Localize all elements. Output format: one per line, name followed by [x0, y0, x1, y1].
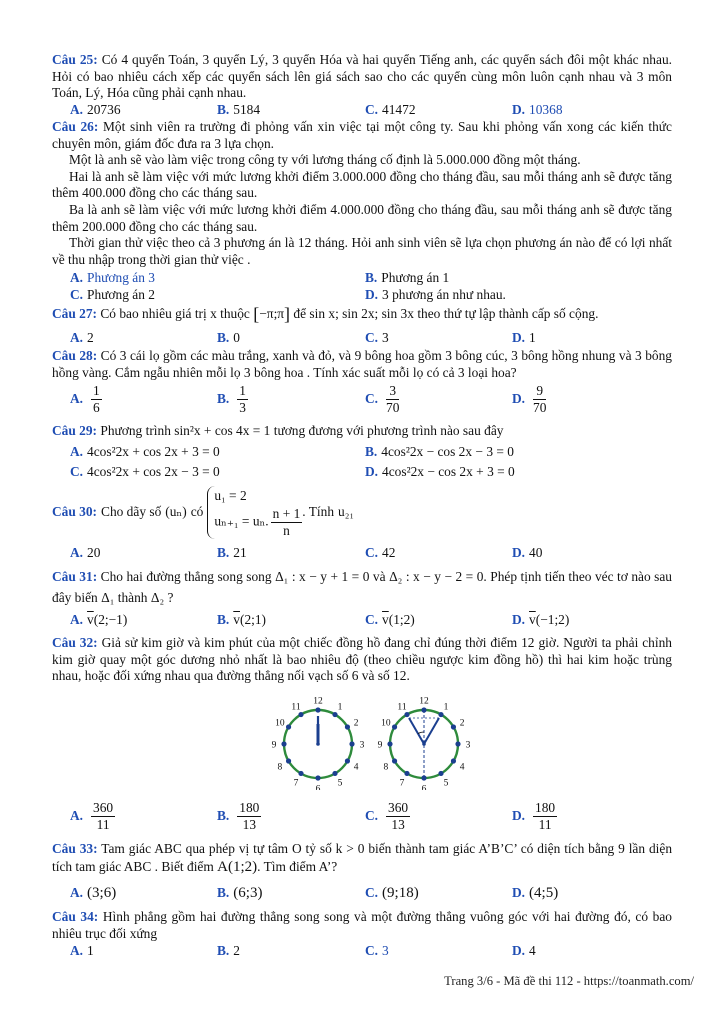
clock-tick-dot [451, 724, 456, 729]
equation: sin²x + cos 4x = 1 [174, 423, 271, 438]
clock-center [316, 742, 320, 746]
clock-tick-dot [451, 758, 456, 763]
page-footer: Trang 3/6 - Mã đề thi 112 - https://toanmath.com/ [444, 974, 694, 988]
clock-tick-dot [298, 712, 303, 717]
clock-tick-dot [315, 707, 320, 712]
option-d[interactable]: D. 1 [512, 330, 536, 345]
clock-tick-dot [438, 712, 443, 717]
clock-number: 10 [381, 718, 391, 729]
clock-number: 3 [359, 740, 365, 751]
q26-options-row1 [70, 270, 670, 287]
question-label: Câu 26: [52, 119, 99, 134]
sequence-name: (uₙ) [165, 503, 187, 519]
option-c[interactable]: C. 42 [365, 545, 396, 560]
question-text: Có 3 cái lọ gồm các màu trắng, xanh và đỏ, và 9 bông hoa gồm 3 bông cúc, 3 bông hồng nhung và 3 bông hồng vàng. Cắm ngẫu nhiên mỗi lọ 3 bông hoa . Tính xác suất mỗi lọ có cả 3 loại hoa? [52, 348, 672, 380]
clock-tick-dot [455, 741, 460, 746]
option-d[interactable]: D. 40 [512, 545, 543, 560]
q31-options [70, 612, 670, 629]
question-text: Một sinh viên ra trường đi phỏng vấn xin việc tại một công ty. Sau khi phỏng vấn xong các kiến thức chuyên môn, giám đốc đưa ra 3 lựa chọn. [52, 119, 672, 151]
clock-number: 4 [459, 762, 465, 773]
clock-tick-dot [438, 771, 443, 776]
q27-options [70, 330, 670, 347]
clock-tick-dot [387, 741, 392, 746]
option-d[interactable]: D. $\frac{9}{70}$ [512, 383, 547, 415]
q30-options [70, 545, 670, 562]
question-34 [52, 909, 672, 942]
recurrence-system: u₁ = 2 uₙ₊₁ = uₙ. $\frac{n + 1}{n}$ [207, 486, 302, 539]
clock-number: 9 [377, 740, 383, 751]
question-label: Câu 30: [52, 503, 98, 519]
clock-number: 2 [459, 718, 465, 729]
paragraph-4: Thời gian thử việc theo cả 3 phương án là 12 tháng. Hỏi anh sinh viên sẽ lựa chọn phương án nào để có lợi nhất về thu nhập trong thời gian thử việc . [52, 235, 672, 267]
clock-number: 9 [271, 740, 277, 751]
option-b[interactable]: B. $\frac{1}{3}$ [217, 383, 246, 415]
question-31: Câu 31: Cho hai đường thẳng song song Δ₁ : x − y + 1 = 0 và Δ₂ : x − y − 2 = 0. Phép tịnh tiến theo véc tơ nào sau đây biến Δ₁ thành Δ₂ ? [52, 569, 672, 605]
clock-tick-dot [332, 771, 337, 776]
target-term: u₂₁ [338, 503, 355, 519]
question-33: Câu 33: Tam giác ABC qua phép vị tự tâm O tỷ số k > 0 biến thành tam giác A’B’C’ có diện tích bằng 9 lần diện tích tam giác ABC . Biết điểm A(1;2). Tìm điểm A’? [52, 841, 673, 875]
question-label: Câu 31: [52, 569, 98, 584]
question-text: Hình phẳng gồm hai đường thẳng song song và một đường thẳng vuông góc với hai đường đó, có bao nhiêu trục đối xứng [52, 909, 672, 941]
question-label: Câu 33: [52, 841, 98, 856]
question-29: Câu 29: Phương trình sin²x + cos 4x = 1 tương đương với phương trình nào sau đây [52, 423, 504, 438]
clock-number: 5 [443, 778, 449, 789]
q29-options-row2 [70, 464, 670, 481]
question-32 [52, 635, 672, 685]
option-c[interactable]: C. 3 [365, 330, 389, 345]
option-c[interactable]: C. 4cos²2x + cos 2x − 3 = 0 [70, 464, 220, 479]
option-b[interactable]: B. 21 [217, 545, 247, 560]
option-a[interactable]: A. Phương án 3 [70, 270, 155, 285]
option-c[interactable]: C. 41472 [365, 102, 416, 117]
clock-number: 12 [313, 696, 323, 707]
sequence-expression: sin x; sin 2x; sin 3x [309, 306, 414, 321]
clock-number: 8 [277, 762, 283, 773]
clock-tick-dot [392, 724, 397, 729]
option-d[interactable]: D. 4 [512, 943, 536, 958]
question-label: Câu 25: [52, 52, 98, 67]
clock-right [374, 690, 474, 794]
option-c[interactable]: C. (9;18) [365, 885, 419, 901]
line-delta-1: Δ₁ : x − y + 1 = 0 [275, 569, 370, 584]
question-label: Câu 28: [52, 348, 98, 363]
option-a[interactable]: A. 1 [70, 943, 94, 958]
interval: [−π;π] [253, 304, 291, 324]
question-text: Giả sử kim giờ và kim phút của một chiếc đồng hồ đang chỉ đúng thời điểm 12 giờ. Người ta phải chỉnh kim giờ quay một góc dương nhỏ nhất là bao nhiêu độ (theo chiều ngược kim đồng hồ) thì hai kim hoặc trùng nhau, hoặc đối xứng nhau qua đường thẳng nối vạch số 6 và số 12. [52, 635, 672, 684]
clock-tick-dot [404, 712, 409, 717]
clock-number: 5 [337, 778, 343, 789]
clock-tick-dot [349, 741, 354, 746]
clock-tick-dot [345, 724, 350, 729]
clock-number: 11 [397, 702, 407, 713]
question-label: Câu 32: [52, 635, 98, 650]
clock-number: 1 [337, 702, 343, 713]
option-c[interactable]: C. $\overline{v}(1;2)$ [365, 612, 415, 627]
question-25 [52, 52, 672, 102]
question-30: Câu 30: Cho dãy số (uₙ) có u₁ = 2 uₙ₊₁ = uₙ. $\frac{n + 1}{n}$ . Tính u₂₁ [52, 487, 355, 538]
clock-tick-dot [345, 758, 350, 763]
q33-options [70, 885, 670, 902]
clock-number: 6 [315, 784, 321, 790]
line-delta-2: Δ₂ : x − y − 2 = 0 [389, 569, 484, 584]
clock-number: 7 [293, 778, 299, 789]
option-b[interactable]: B. 2 [217, 943, 240, 958]
q25-options [70, 102, 670, 119]
option-d[interactable]: D. (4;5) [512, 885, 559, 901]
clock-tick-dot [315, 775, 320, 780]
clock-number: 7 [399, 778, 405, 789]
option-c[interactable]: C. 3 [365, 943, 389, 958]
clock-left [268, 690, 368, 794]
clock-tick-dot [281, 741, 286, 746]
clock-number: 2 [353, 718, 359, 729]
q29-options-row1 [70, 444, 670, 461]
clock-number: 11 [291, 702, 301, 713]
hour-hand [409, 718, 424, 744]
option-c[interactable]: C. Phương án 2 [70, 287, 155, 302]
clock-tick-dot [332, 712, 337, 717]
option-a[interactable]: A. (3;6) [70, 885, 117, 901]
option-a[interactable]: A. 4cos²2x + cos 2x + 3 = 0 [70, 444, 220, 459]
clock-tick-dot [392, 758, 397, 763]
clock-tick-dot [286, 724, 291, 729]
option-d[interactable]: D. 10368 [512, 102, 563, 117]
question-label: Câu 34: [52, 909, 99, 924]
question-27: Câu 27: Có bao nhiêu giá trị x thuộc [−π;π] để sin x; sin 2x; sin 3x theo thứ tự lập thành cấp số cộng. [52, 304, 599, 324]
option-c[interactable]: C. $\frac{3}{70}$ [365, 383, 400, 415]
option-d[interactable]: D. 4cos²2x − cos 2x + 3 = 0 [365, 464, 515, 479]
option-b[interactable]: B. Phương án 1 [365, 270, 450, 285]
option-a[interactable]: A. $\frac{360}{11}$ [70, 800, 114, 832]
clock-number: 3 [465, 740, 471, 751]
option-b[interactable]: B. 4cos²2x − cos 2x − 3 = 0 [365, 444, 514, 459]
clock-number: 8 [383, 762, 389, 773]
clock-number: 6 [421, 784, 427, 790]
clock-face-left [268, 690, 368, 790]
clock-number: 12 [419, 696, 429, 707]
option-a[interactable]: A. 2 [70, 330, 94, 345]
option-b[interactable]: B. (6;3) [217, 885, 263, 901]
option-a[interactable]: A. $\overline{v}(2;-1)$ [70, 612, 128, 627]
clock-center [422, 742, 426, 746]
clock-tick-dot [404, 771, 409, 776]
question-28 [52, 348, 672, 381]
option-d[interactable]: D. 3 phương án như nhau. [365, 287, 506, 302]
q32-options [70, 800, 670, 836]
q34-options [70, 943, 670, 960]
option-b[interactable]: B. 0 [217, 330, 240, 345]
question-label: Câu 29: [52, 423, 98, 438]
clock-face-right [374, 690, 474, 790]
question-text: Có 4 quyển Toán, 3 quyển Lý, 3 quyển Hóa và hai quyển Tiếng anh, các quyển sách đôi một khác nhau. Hỏi có bao nhiêu cách xếp các quyển sách lên giá sách sao cho các quyển cùng môn luôn cạnh nhau và 3 môn Toán, Lý, Hóa cũng phải cạnh nhau. [52, 52, 672, 101]
option-b[interactable]: B. 5184 [217, 102, 261, 117]
option-b[interactable]: B. $\frac{180}{13}$ [217, 800, 260, 832]
option-d[interactable]: D. $\frac{180}{11}$ [512, 800, 556, 832]
clock-number: 4 [353, 762, 359, 773]
minute-hand [424, 718, 439, 744]
option-c[interactable]: C. $\frac{360}{13}$ [365, 800, 409, 832]
paragraph-1: Một là anh sẽ vào làm việc trong công ty với lương tháng cố định là 5.000.000 đồng một tháng. [69, 152, 581, 168]
clock-number: 1 [443, 702, 449, 713]
clock-number: 10 [275, 718, 285, 729]
angle-arc [418, 732, 424, 734]
clock-tick-dot [298, 771, 303, 776]
paragraph-3: Ba là anh sẽ làm việc với mức lương khởi điểm 4.000.000 đồng cho tháng đầu, sau mỗi tháng anh sẽ được tăng thêm 200.000 đồng cho các tháng sau. [52, 201, 672, 234]
option-b[interactable]: B. $\overline{v}(2;1)$ [217, 612, 267, 627]
point-a: A(1;2) [217, 859, 258, 875]
question-label: Câu 27: [52, 306, 98, 321]
q28-options [70, 383, 670, 419]
option-a[interactable]: A. 20 [70, 545, 101, 560]
q26-options-row2 [70, 287, 670, 304]
clock-tick-dot [286, 758, 291, 763]
option-a[interactable]: A. $\frac{1}{6}$ [70, 383, 100, 415]
question-26 [52, 119, 672, 268]
option-a[interactable]: A. 20736 [70, 102, 121, 117]
option-d[interactable]: D. $\overline{v}(-1;2)$ [512, 612, 570, 627]
paragraph-2: Hai là anh sẽ làm việc với mức lương khởi điểm 3.000.000 đồng cho tháng đầu, sau mỗi tháng anh sẽ được tăng thêm 400.000 đồng cho các tháng sau. [52, 168, 672, 201]
